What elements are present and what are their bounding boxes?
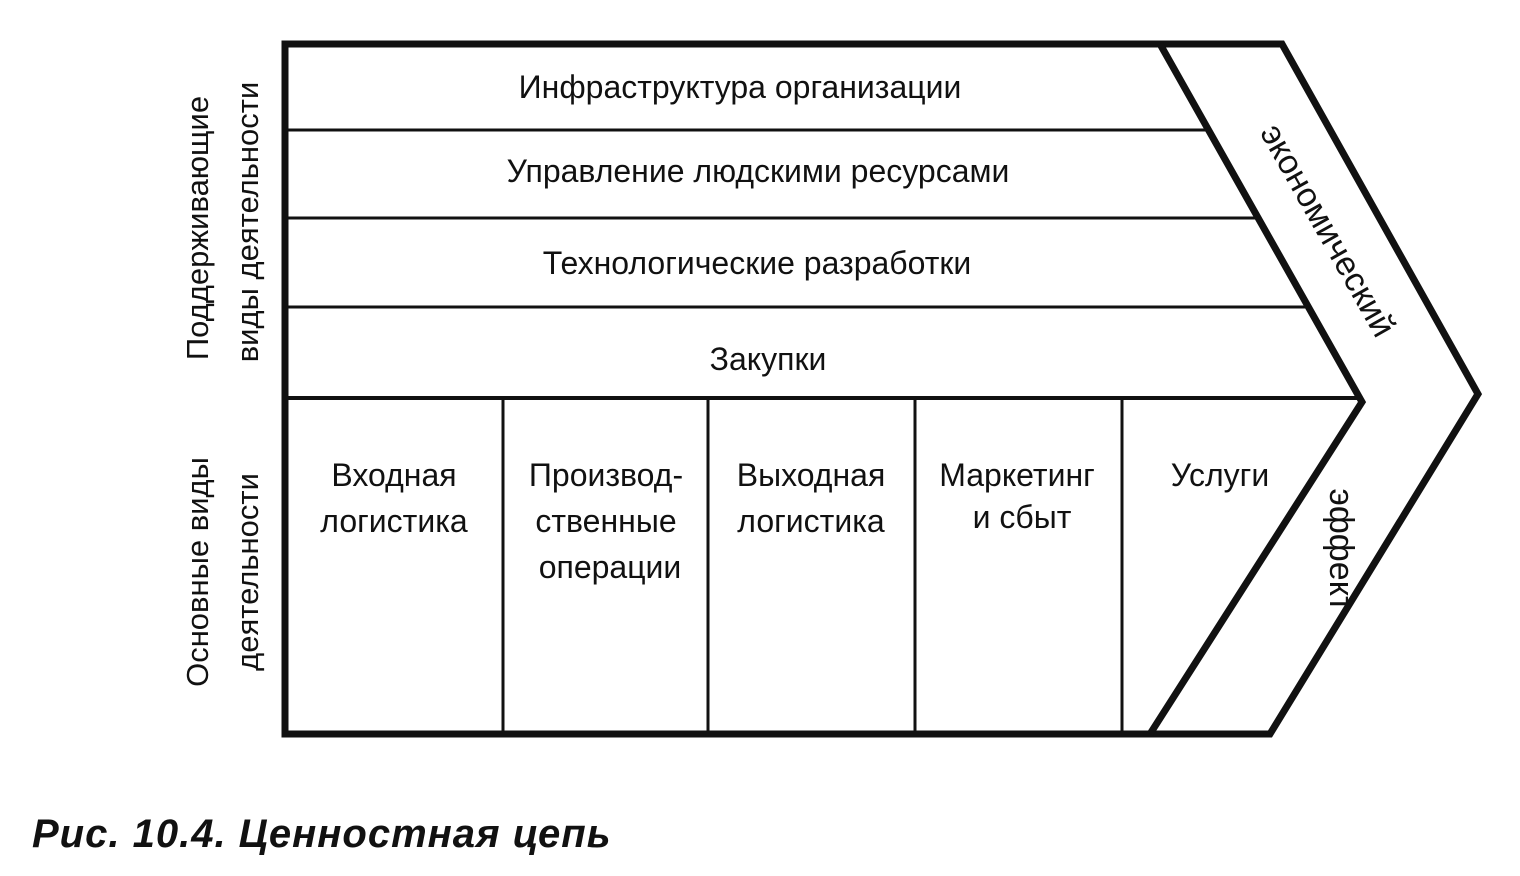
primary-service: Услуги [1170,457,1270,493]
primary-label-line2: деятельности [230,473,265,671]
primary-inbound-logistics-l2: логистика [320,503,468,539]
primary-marketing-l2: и сбыт [972,499,1072,535]
support-activity-hr: Управление людскими ресурсами [506,153,1010,189]
figure-caption: Рис. 10.4. Ценностная цепь [32,812,612,856]
support-activity-procurement: Закупки [709,341,827,377]
primary-outbound-logistics-l2: логистика [737,503,885,539]
primary-outbound-logistics-l1: Выходная [736,457,886,493]
margin-word-effect: эффект [1322,488,1360,612]
primary-operations-l2: ственные [535,503,677,539]
primary-operations-l3: операции [538,549,682,585]
support-activity-technology: Технологические разработки [542,245,972,281]
primary-operations-l1: Производ- [528,457,684,493]
support-label-line1: Поддерживающие [180,95,215,361]
primary-inbound-logistics-l1: Входная [331,457,457,493]
primary-marketing-l1: Маркетинг [939,457,1095,493]
margin-word-economic: экономический [1252,117,1403,344]
primary-label-line1: Основные виды [180,457,215,687]
support-activity-infrastructure: Инфраструктура организации [518,69,962,105]
support-label-line2: виды деятельности [230,81,265,363]
